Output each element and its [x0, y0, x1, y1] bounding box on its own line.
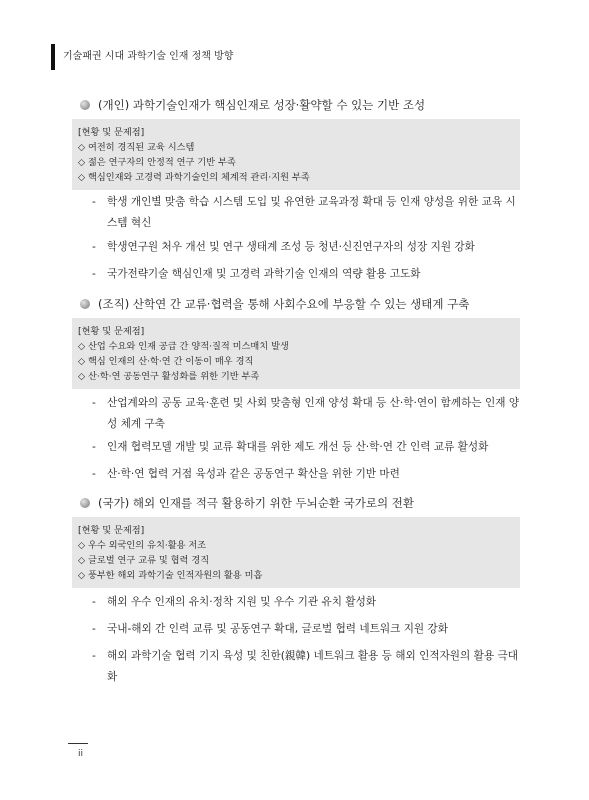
section-bullet-icon	[80, 299, 90, 309]
section-heading-text: (국가) 해외 인재를 적극 활용하기 위한 두뇌순환 국가로의 전환	[98, 496, 414, 510]
list-marker: -	[92, 268, 96, 280]
list-marker: -	[92, 196, 96, 208]
status-item: ◇ 글로벌 연구 교류 및 협력 경직	[78, 555, 210, 566]
status-item: ◇ 핵심인재와 고경력 과학기술인의 체계적 관리·지원 부족	[78, 172, 310, 183]
list-marker: -	[92, 441, 96, 453]
status-item: ◇ 산업 수요와 인재 공급 간 양적·질적 미스매치 발생	[78, 341, 289, 352]
status-box-individual	[72, 119, 520, 190]
section-heading-organization	[80, 296, 469, 312]
status-title: [현황 및 문제점]	[78, 127, 145, 138]
status-item: ◇ 여전히 경직된 교육 시스템	[78, 142, 195, 153]
status-item: ◇ 풍부한 해외 과학기술 인적자원의 활용 미흡	[78, 570, 263, 581]
running-header-title: 기술패권 시대 과학기술 인재 정책 방향	[63, 51, 234, 62]
section-heading-individual	[80, 97, 425, 113]
status-box-nation	[72, 517, 520, 588]
status-title: [현황 및 문제점]	[78, 326, 145, 337]
status-item: ◇ 핵심 인재의 산·학·연 간 이동이 매우 경직	[78, 356, 254, 367]
footer-rule	[68, 743, 88, 744]
status-item: ◇ 산·학·연 공동연구 활성화를 위한 기반 부족	[78, 371, 260, 382]
policy-item: - 학생 개인별 맞춤 학습 시스템 도입 및 유연한 교육과정 확대 등 인재 양성을 위한 교육 시스템 혁신	[92, 192, 522, 234]
status-item: ◇ 젊은 연구자의 안정적 연구 기반 부족	[78, 157, 236, 168]
policy-item: - 산·학·연 협력 거점 육성과 같은 공동연구 확산을 위한 기반 마련	[92, 464, 522, 485]
list-marker: -	[92, 241, 96, 253]
policy-item: - 해외 과학기술 협력 기지 육성 및 친한(親韓) 네트워크 활용 등 해외 인적자원의 활용 극대화	[92, 646, 522, 688]
page-number: ii	[78, 749, 84, 759]
list-marker: -	[92, 468, 96, 480]
policy-item: - 국내-해외 간 인력 교류 및 공동연구 확대, 글로벌 협력 네트워크 지원 강화	[92, 619, 522, 640]
status-box-organization	[72, 318, 520, 389]
section-heading-text: (개인) 과학기술인재가 핵심인재로 성장·활약할 수 있는 기반 조성	[98, 98, 426, 112]
list-marker: -	[92, 596, 96, 608]
list-marker: -	[92, 623, 96, 635]
policy-item: - 인재 협력모델 개발 및 교류 확대를 위한 제도 개선 등 산·학·연 간 인력 교류 활성화	[92, 437, 522, 458]
section-heading-text: (조직) 산학연 간 교류·협력을 통해 사회수요에 부응할 수 있는 생태계 구축	[98, 297, 470, 311]
section-heading-nation	[80, 495, 414, 511]
list-marker: -	[92, 650, 96, 662]
policy-item: - 산업계와의 공동 교육·훈련 및 사회 맞춤형 인재 양성 확대 등 산·학·연이 함께하는 인재 양성 체계 구축	[92, 393, 522, 435]
policy-item: - 국가전략기술 핵심인재 및 고경력 과학기술 인재의 역량 활용 고도화	[92, 264, 522, 285]
section-bullet-icon	[80, 100, 90, 110]
status-title: [현황 및 문제점]	[78, 525, 145, 536]
status-item: ◇ 우수 외국인의 유치·활용 저조	[78, 540, 207, 551]
header-accent-bar	[51, 44, 55, 70]
list-marker: -	[92, 397, 96, 409]
policy-item: - 해외 우수 인재의 유치·정착 지원 및 우수 기관 유치 활성화	[92, 592, 522, 613]
policy-item: - 학생연구원 처우 개선 및 연구 생태계 조성 등 청년·신진연구자의 성장 지원 강화	[92, 237, 522, 258]
section-bullet-icon	[80, 498, 90, 508]
